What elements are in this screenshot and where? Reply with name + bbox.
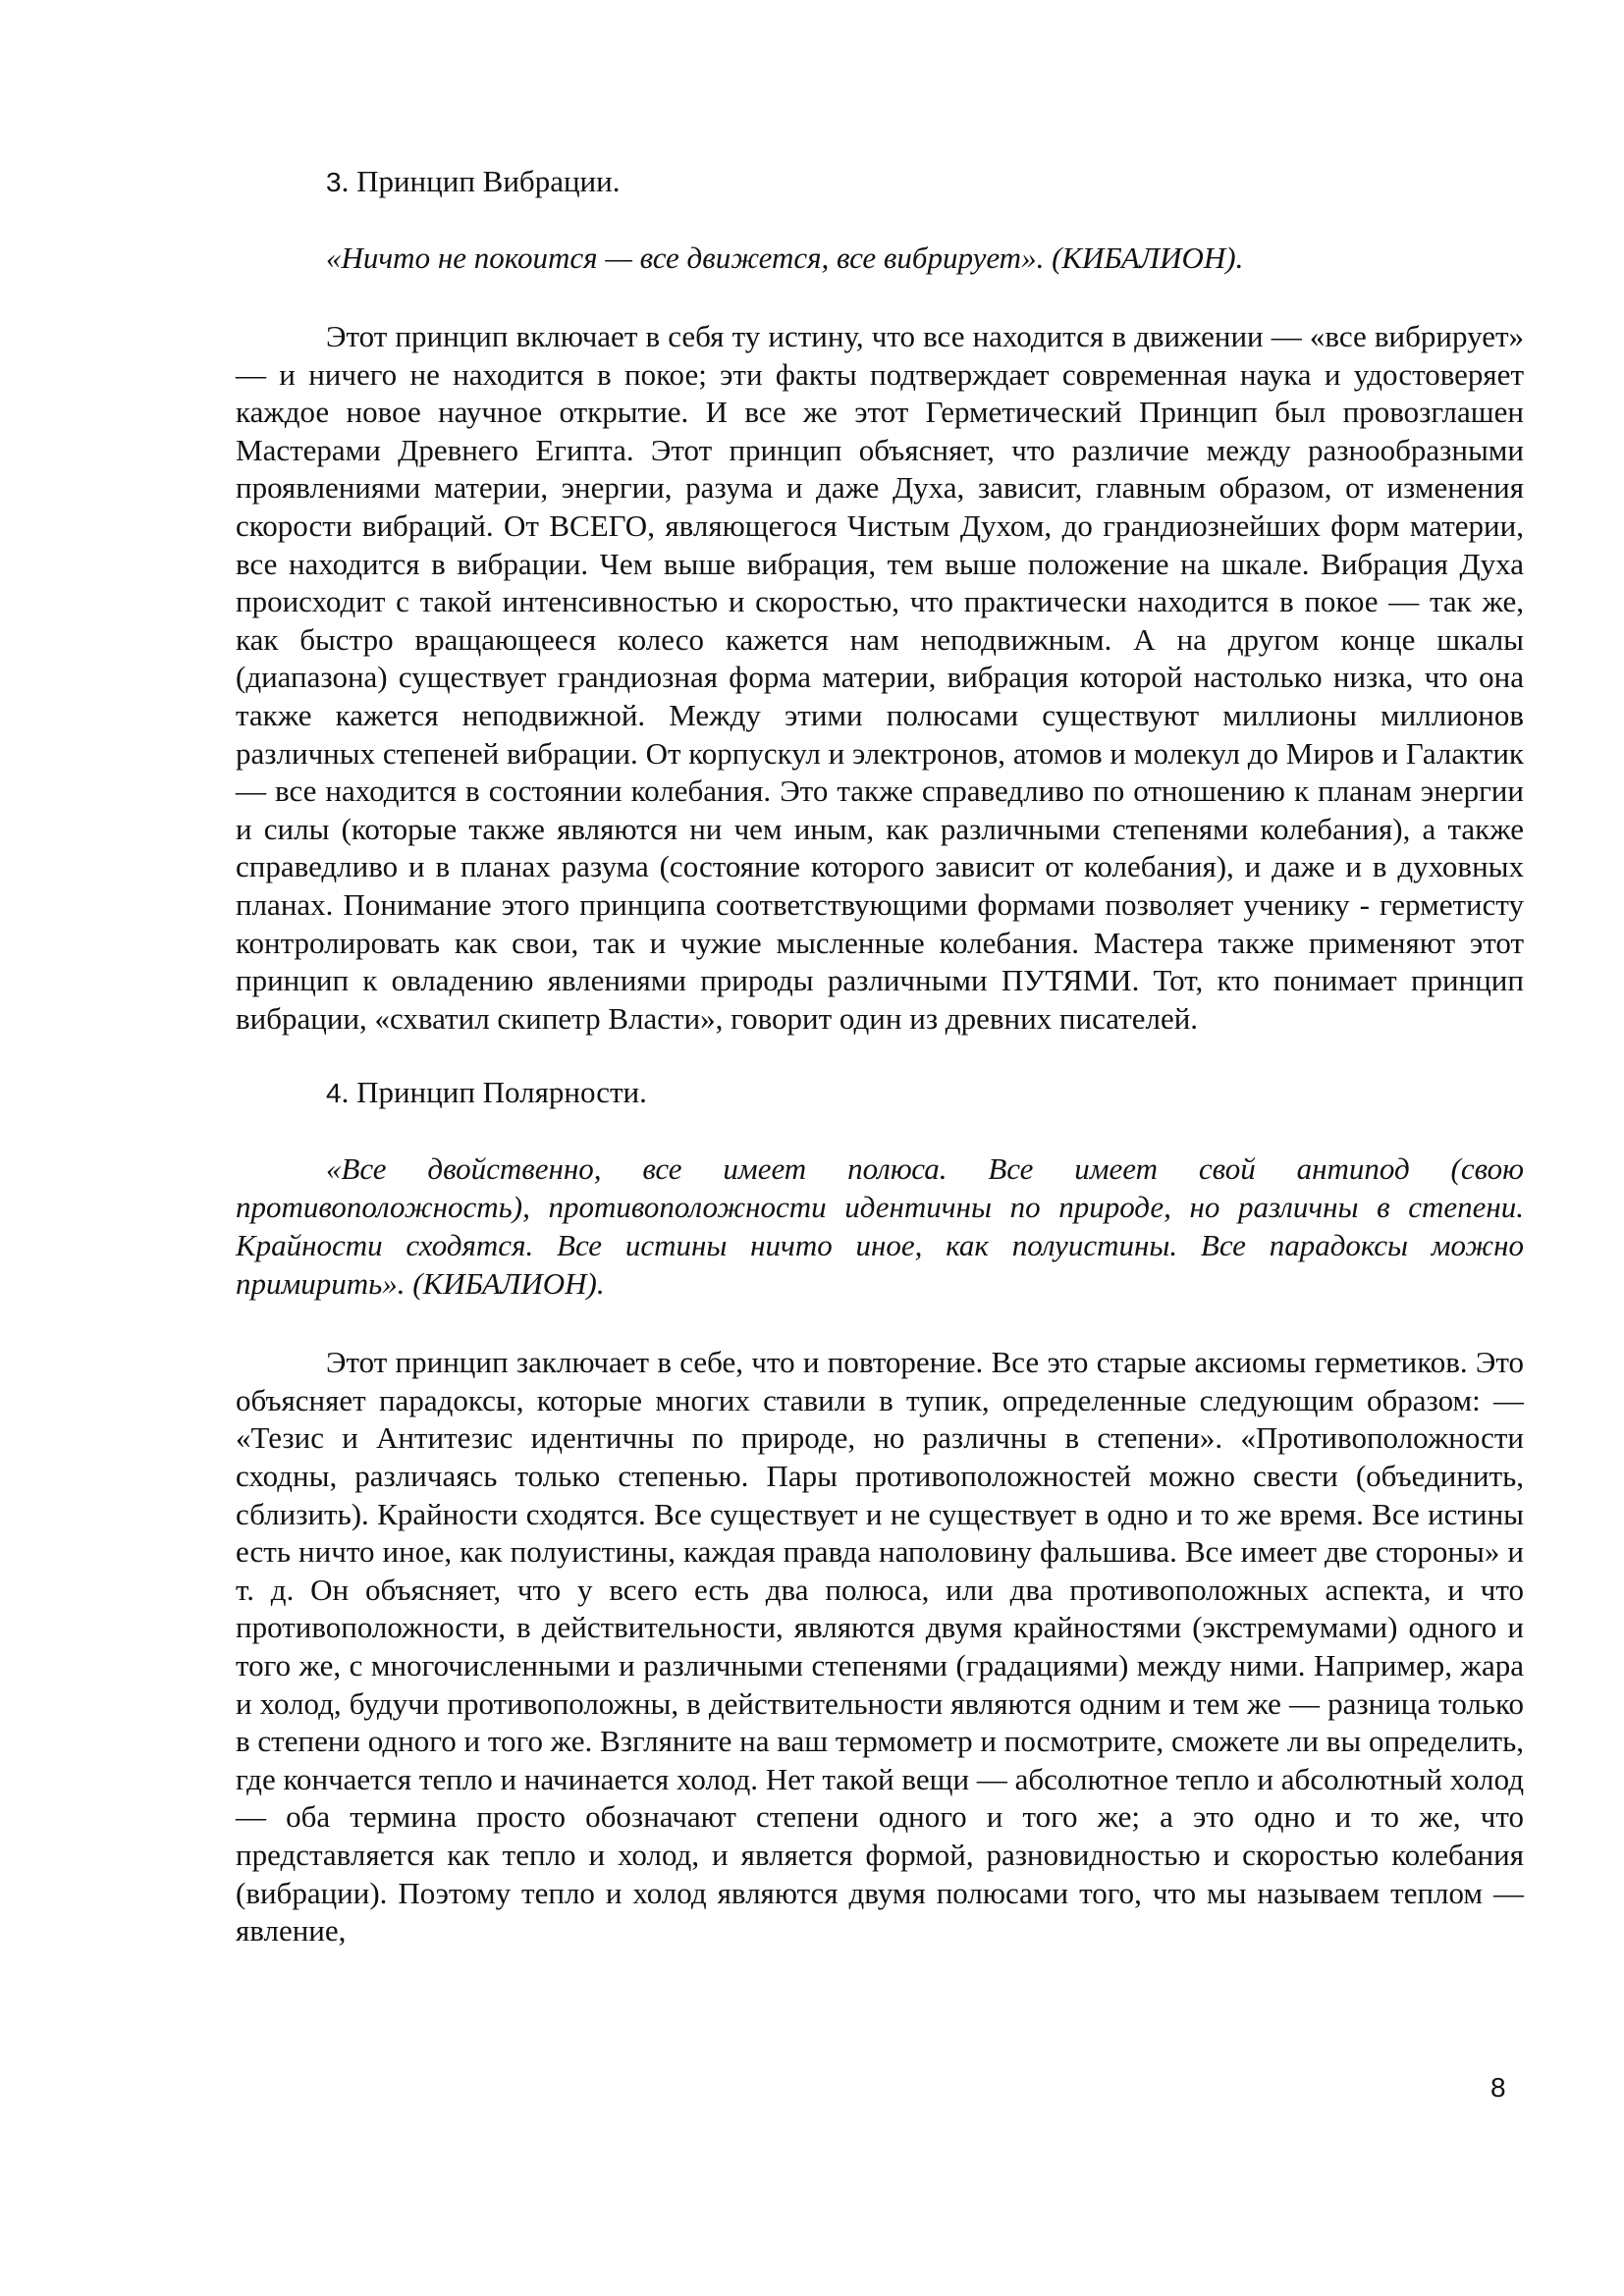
section-3-body: Этот принцип включает в себя ту истину, что все находится в движении — «все вибрирует» — и ничего не находится в покое; эти факты подтверждает современная наука и удостоверяет каждое новое научное открытие. И все же этот Герметический Принцип был провозглашен Мастерами Древнего Египта. Этот принцип объясняет, что различие между разнообразными проявлениями материи, энергии, разума и даже Духа, зависит, главным образом, от изменения скорости вибраций. От ВСЕГО, являющегося Чистым Духом, до грандиознейших форм материи, все находится в вибрации. Чем выше вибрация, тем выше положение на шкале. Вибрация Духа происходит с такой интенсивностью и скоростью, что практически находится в покое — так же, как быстро вращающееся колесо кажется нам неподвижным. А на другом конце шкалы (диапазона) существует грандиозная форма материи, вибрация которой настолько низка, что она также кажется неподвижной. Между этими полюсами существуют миллионы миллионов различных степеней вибрации. От корпускул и электронов, атомов и молекул до Миров и Галактик — все находится в состоянии колебания. Это также справедливо по отношению к планам энергии и силы (которые также являются ни чем иным, как различными степенями колебания), а также справедливо и в планах разума (состояние которого зависит от колебания), и даже и в духовных планах. Понимание этого принципа соответствующими формами позволяет ученику - герметисту контролировать как свои, так и чужие мысленные колебания. Мастера также применяют этот принцип к овладению явлениями природы различными ПУТЯМИ. Тот, кто понимает принцип вибрации, «схватил скипетр Власти», говорит один из древних писателей. bbox=[236, 319, 1524, 1036]
section-4-heading bbox=[236, 1073, 1524, 1112]
document-page bbox=[236, 147, 1524, 1950]
section-3-title: . Принцип Вибрации. bbox=[341, 164, 621, 198]
page-number: 8 bbox=[1490, 2072, 1506, 2103]
section-4-body: Этот принцип заключает в себе, что и повторение. Все это старые аксиомы герметиков. Это объясняет парадоксы, которые многих ставили в тупик, определенные следующим образом: — «Тезис и Антитезис идентичны по природе, но различны в степени». «Противоположности сходны, различаясь только степенью. Пары противоположностей можно свести (объединить, сблизить). Крайности сходятся. Все существует и не существует в одно и то же время. Все истины есть ничто иное, как полуистины, каждая правда наполовину фальшива. Все имеет две стороны» и т. д. Он объясняет, что у всего есть два полюса, или два противоположных аспекта, и что противоположности, в действительности, являются двумя крайностями (экстремумами) одного и того же, с многочисленными и различными степенями (градациями) между ними. Например, жара и холод, будучи противоположны, в действительности являются одним и тем же — разница только в степени одного и того же. Взгляните на ваш термометр и посмотрите, сможете ли вы определить, где кончается тепло и начинается холод. Нет такой вещи — абсолютное тепло и абсолютный холод — оба термина просто обозначают степени одного и того же; а это одно и то же, что представляется как тепло и холод, и является формой, разновидностью и скоростью колебания (вибрации). Поэтому тепло и холод являются двумя полюсами того, что мы называем теплом — явление, bbox=[236, 1345, 1524, 1949]
section-4-number: 4 bbox=[326, 1078, 342, 1109]
section-4-title: . Принцип Полярности. bbox=[341, 1075, 647, 1110]
section-3-number: 3 bbox=[326, 167, 342, 197]
section-3-epigraph: «Ничто не покоится — все движется, все вибрирует». (КИБАЛИОН). bbox=[326, 240, 1244, 275]
section-3-heading bbox=[236, 162, 1524, 201]
section-4-epigraph: «Все двойственно, все имеет полюса. Все имеет свой антипод (свою противоположность), противоположности идентичны по природе, но различны в степени. Крайности сходятся. Все истины ничто иное, как полуистины. Все парадоксы можно примирить». (КИБАЛИОН). bbox=[236, 1151, 1524, 1302]
